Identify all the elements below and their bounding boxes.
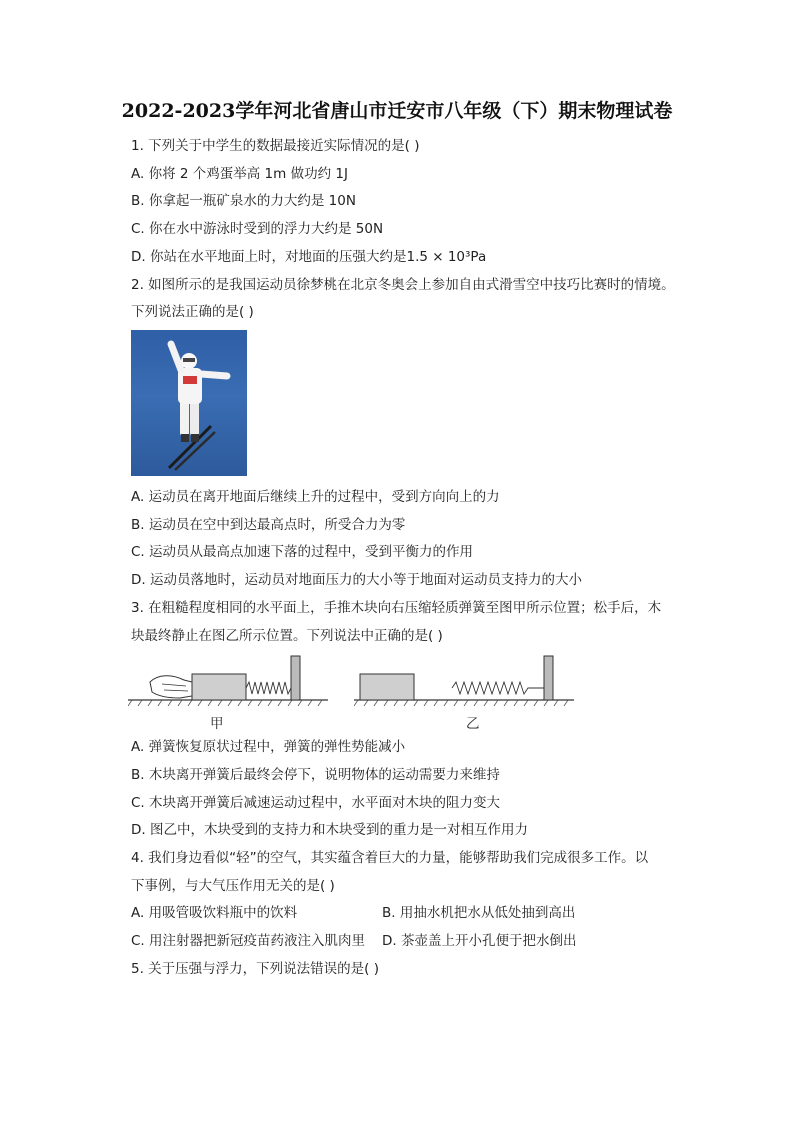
q3-option-c: C. 木块离开弹簧后减速运动过程中，水平面对木块的阻力变大 [131, 795, 501, 811]
q2-option-b: B. 运动员在空中到达最高点时，所受合力为零 [131, 517, 406, 533]
q4-option-a: A. 用吸管吸饮料瓶中的饮料 [131, 905, 298, 921]
q1-option-b: B. 你拿起一瓶矿泉水的力大约是 10N [131, 193, 356, 209]
figure-a-diagram [128, 652, 333, 712]
q2-stem-line1: 2. 如图所示的是我国运动员徐梦桃在北京冬奥会上参加自由式滑雪空中技巧比赛时的情境。 [131, 277, 675, 293]
figure-a [128, 652, 333, 716]
q2-option-c: C. 运动员从最高点加速下落的过程中，受到平衡力的作用 [131, 544, 474, 560]
skier-figure-illustration [131, 330, 247, 476]
q3-option-d: D. 图乙中，木块受到的支持力和木块受到的重力是一对相互作用力 [131, 822, 528, 838]
q1-option-c: C. 你在水中游泳时受到的浮力大约是 50N [131, 221, 384, 237]
q4-option-c: C. 用注射器把新冠疫苗药液注入肌肉里 [131, 933, 366, 949]
q3-option-b: B. 木块离开弹簧后最终会停下，说明物体的运动需要力来维持 [131, 767, 500, 783]
q2-option-d: D. 运动员落地时，运动员对地面压力的大小等于地面对运动员支持力的大小 [131, 572, 582, 588]
q2-option-a: A. 运动员在离开地面后继续上升的过程中，受到方向向上的力 [131, 489, 500, 505]
figure-b-label: 乙 [466, 716, 480, 732]
q1-option-d: D. 你站在水平地面上时，对地面的压强大约是1.5 × 10³Pa [131, 249, 487, 265]
q1-stem: 1. 下列关于中学生的数据最接近实际情况的是( ) [131, 138, 420, 154]
q4-stem-line1: 4. 我们身边看似“轻”的空气，其实蕴含着巨大的力量，能够帮助我们完成很多工作。以 [131, 850, 649, 866]
q2-stem-line2: 下列说法正确的是( ) [131, 304, 254, 320]
q5-stem: 5. 关于压强与浮力，下列说法错误的是( ) [131, 961, 379, 977]
q3-stem-line2: 块最终静止在图乙所示位置。下列说法中正确的是( ) [131, 628, 443, 644]
q4-stem-line2: 下事例，与大气压作用无关的是( ) [131, 878, 335, 894]
figure-b [354, 652, 576, 716]
skier-photo [131, 330, 247, 476]
figure-a-label: 甲 [210, 716, 224, 732]
q3-option-a: A. 弹簧恢复原状过程中，弹簧的弹性势能减小 [131, 739, 406, 755]
paper-title: 2022-2023学年河北省唐山市迁安市八年级（下）期末物理试卷 [121, 100, 673, 122]
q3-stem-line1: 3. 在粗糙程度相同的水平面上，手推木块向右压缩轻质弹簧至图甲所示位置；松手后，木 [131, 600, 662, 616]
figure-b-diagram [354, 652, 576, 712]
q4-option-b: B. 用抽水机把水从低处抽到高出 [382, 905, 576, 921]
q1-option-a: A. 你将 2 个鸡蛋举高 1m 做功约 1J [131, 166, 348, 182]
q4-option-d: D. 茶壶盖上开小孔便于把水倒出 [382, 933, 577, 949]
